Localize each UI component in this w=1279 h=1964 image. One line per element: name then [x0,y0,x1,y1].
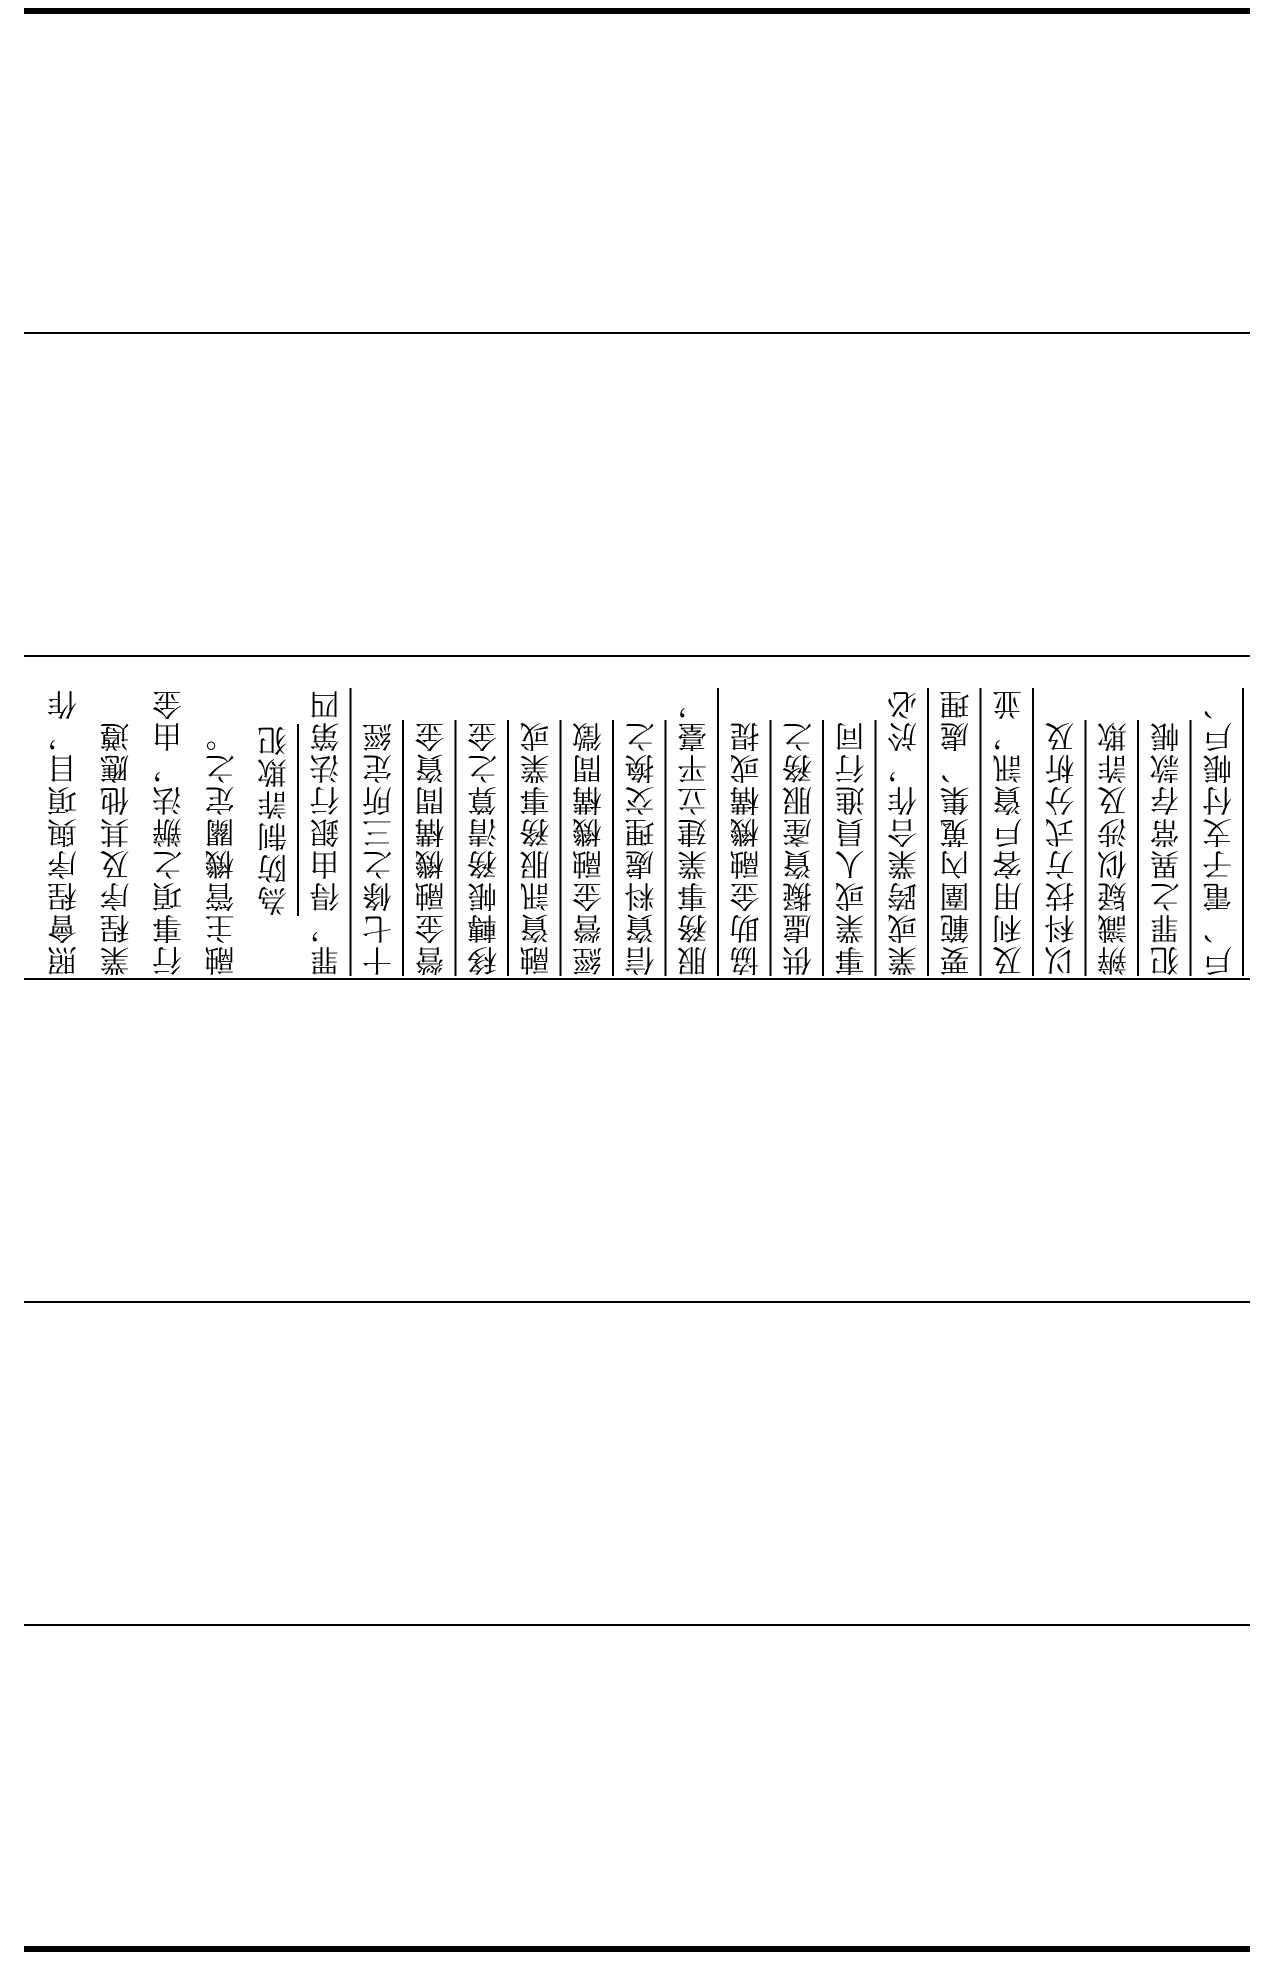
text-column: 供虛擬資產服務之 [783,720,818,976]
text-column: 為防制詐欺犯 [258,724,293,916]
text-column: 移轉帳務清算之金 [468,720,503,976]
text-column: 業程序及其他應遵 [100,720,136,976]
text-column: 十七條之三所定經 [363,720,398,976]
text-column: 融資訊服務事業或 [520,720,556,976]
text-column: 經營金融機構間徵 [573,720,608,976]
text-column: 服務事業建立平臺， [678,688,713,976]
table-row-divider [24,332,1250,334]
text-column: 戶、電子支付帳戶、 [1203,688,1238,976]
table-row-divider [24,1301,1250,1303]
text-column: 要範圍內蒐集、處理 [940,688,976,976]
text-column: 犯罪之異常存款帳 [1150,720,1186,976]
table-bottom-border [24,1946,1250,1952]
text-column: 辨識疑似涉及詐欺 [1098,720,1133,976]
text-column: 營金融機構間資金 [415,720,451,976]
text-column: 信資料處理交換之 [625,720,661,976]
text-column: 業或跨業合作，於必 [888,688,923,976]
amendment-text-cell [24,664,1250,984]
text-column: 及利用客戶資訊，並 [993,688,1028,976]
text-column: 以科技方式分析及 [1045,720,1081,976]
text-column: 罪，得由銀行法第四 [310,688,346,976]
text-column: 融主管機關定之。 [205,720,241,976]
text-column: 事業或人員進行同 [835,720,871,976]
text-column: 行事項之辦法，由金 [153,688,188,976]
vertical-text-block [40,674,1248,976]
text-column: 照會程序與項目，作 [48,688,83,976]
text-column: 協助金融機構或提 [730,720,766,976]
table-row-divider [24,655,1250,657]
table-row-divider [24,1624,1250,1626]
table-top-border [24,8,1250,14]
